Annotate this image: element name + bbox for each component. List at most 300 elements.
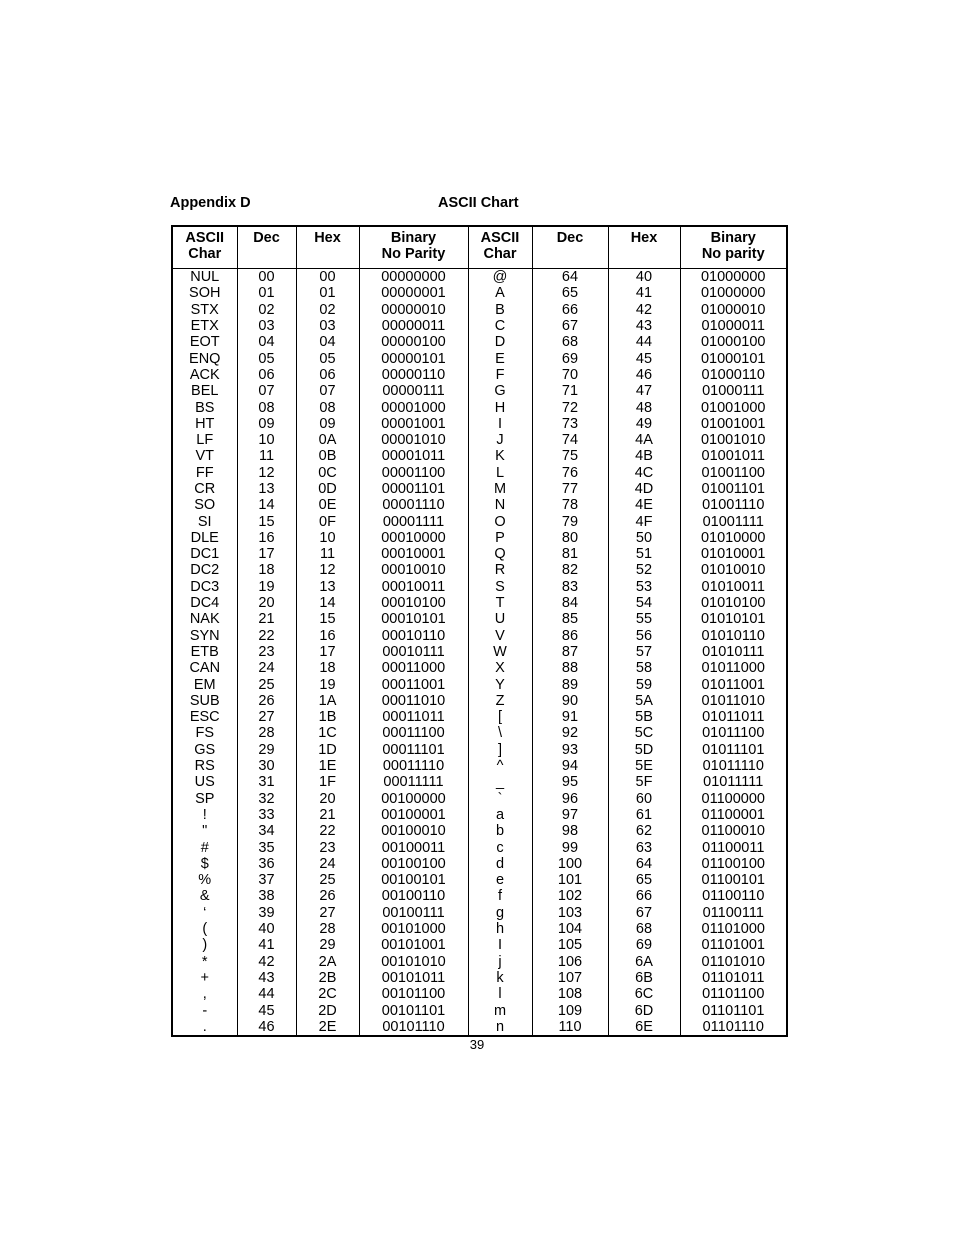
table-cell: 76 [532,465,608,481]
column-header [680,226,787,269]
table-cell: 23 [237,644,296,660]
table-row [172,953,787,969]
table-cell: 74 [532,432,608,448]
table-cell: CR [172,481,237,497]
table-row [172,742,787,758]
table-cell: 102 [532,888,608,904]
table-cell: ` [468,791,532,807]
table-cell: 01000000 [680,285,787,301]
table-cell: 1F [296,774,359,790]
table-cell: 45 [608,350,680,366]
table-row [172,546,787,562]
table-cell: 31 [237,774,296,790]
table-cell: 00100001 [359,807,468,823]
table-cell: 20 [296,791,359,807]
table-cell: 85 [532,611,608,627]
table-cell: - [172,1002,237,1018]
column-header [237,226,296,269]
table-cell: 01100110 [680,888,787,904]
table-row [172,628,787,644]
table-cell: 80 [532,530,608,546]
table-cell: 103 [532,905,608,921]
table-cell: FF [172,465,237,481]
table-cell: 01001000 [680,399,787,415]
table-cell: 01001101 [680,481,787,497]
table-cell: 26 [237,693,296,709]
table-cell: 95 [532,774,608,790]
table-cell: E [468,350,532,366]
table-row [172,970,787,986]
table-cell: 00101101 [359,1002,468,1018]
table-cell: 06 [296,367,359,383]
table-cell: 67 [608,905,680,921]
column-header-line: Char [188,246,222,262]
table-cell: 01011001 [680,676,787,692]
table-cell: 22 [296,823,359,839]
column-header [172,226,237,269]
table-cell: 64 [532,269,608,286]
table-row [172,872,787,888]
table-cell: 18 [237,562,296,578]
table-cell: 81 [532,546,608,562]
table-row [172,595,787,611]
table-cell: DC4 [172,595,237,611]
table-cell: M [468,481,532,497]
column-header-line: Hex [630,230,658,246]
table-cell: 01010101 [680,611,787,627]
table-cell: 5B [608,709,680,725]
table-cell: 56 [608,628,680,644]
table-cell: DC3 [172,579,237,595]
table-cell: FS [172,725,237,741]
table-cell: 60 [608,791,680,807]
table-cell: X [468,660,532,676]
table-cell: 01011111 [680,774,787,790]
table-cell: 110 [532,1019,608,1036]
table-cell: HT [172,416,237,432]
table-cell: 01101110 [680,1019,787,1036]
table-cell: 01011100 [680,725,787,741]
table-cell: 01011011 [680,709,787,725]
table-row [172,513,787,529]
table-cell: 01011000 [680,660,787,676]
table-cell: 00001110 [359,497,468,513]
table-cell: STX [172,302,237,318]
table-row [172,888,787,904]
table-cell: 38 [237,888,296,904]
table-cell: 82 [532,562,608,578]
table-header [172,226,787,269]
table-cell: 70 [532,367,608,383]
table-row [172,350,787,366]
table-cell: n [468,1019,532,1036]
table-row [172,318,787,334]
table-cell: ) [172,937,237,953]
table-cell: SOH [172,285,237,301]
table-cell: 00101001 [359,937,468,953]
table-cell: 64 [608,856,680,872]
table-cell: J [468,432,532,448]
table-cell: 12 [296,562,359,578]
table-cell: 27 [296,905,359,921]
table-cell: 03 [237,318,296,334]
table-cell: ENQ [172,350,237,366]
table-cell: 2C [296,986,359,1002]
table-cell: 1E [296,758,359,774]
table-cell: BS [172,399,237,415]
table-cell: $ [172,856,237,872]
table-row [172,856,787,872]
table-cell: 69 [608,937,680,953]
table-cell: S [468,579,532,595]
table-cell: 01101100 [680,986,787,1002]
table-cell: 51 [608,546,680,562]
table-cell: N [468,497,532,513]
table-cell: 01000101 [680,350,787,366]
table-cell: 04 [296,334,359,350]
table-cell: 28 [237,725,296,741]
table-cell: a [468,807,532,823]
table-cell: 42 [237,953,296,969]
table-row [172,1002,787,1018]
table-cell: [ [468,709,532,725]
table-cell: U [468,611,532,627]
table-cell: 47 [608,383,680,399]
table-row [172,302,787,318]
table-cell: 10 [237,432,296,448]
table-row [172,497,787,513]
table-cell: 55 [608,611,680,627]
table-cell: 25 [296,872,359,888]
table-cell: 40 [608,269,680,286]
table-row [172,905,787,921]
table-cell: SI [172,513,237,529]
table-cell: 72 [532,399,608,415]
table-cell: 03 [296,318,359,334]
table-cell: I [468,937,532,953]
table-cell: 06 [237,367,296,383]
table-cell: 6E [608,1019,680,1036]
table-cell: 2A [296,953,359,969]
table-cell: 01100100 [680,856,787,872]
ascii-table [171,225,788,1037]
table-cell: 01101001 [680,937,787,953]
table-cell: b [468,823,532,839]
table-cell: 00101010 [359,953,468,969]
table-cell: 41 [608,285,680,301]
table-cell: A [468,285,532,301]
table-cell: ETB [172,644,237,660]
table-cell: 01100011 [680,839,787,855]
table-cell: 109 [532,1002,608,1018]
table-cell: 33 [237,807,296,823]
table-cell: 57 [608,644,680,660]
table-cell: I [468,416,532,432]
column-header-line: No Parity [381,246,446,262]
table-cell: 01001111 [680,513,787,529]
table-cell: 01100111 [680,905,787,921]
table-cell: W [468,644,532,660]
table-cell: 24 [296,856,359,872]
table-cell: K [468,448,532,464]
table-cell: 1D [296,742,359,758]
table-cell: 0E [296,497,359,513]
table-cell: Y [468,676,532,692]
table-cell: GS [172,742,237,758]
table-cell: _ [468,774,532,790]
table-row [172,921,787,937]
table-cell: 0B [296,448,359,464]
table-cell: 71 [532,383,608,399]
table-cell: 73 [532,416,608,432]
table-cell: O [468,513,532,529]
table-cell: 02 [237,302,296,318]
table-cell: V [468,628,532,644]
table-cell: 68 [532,334,608,350]
table-cell: 93 [532,742,608,758]
table-cell: 44 [237,986,296,1002]
table-cell: 43 [237,970,296,986]
table-cell: 79 [532,513,608,529]
table-cell: 00001101 [359,481,468,497]
table-cell: 01001100 [680,465,787,481]
table-cell: 96 [532,791,608,807]
table-cell: 104 [532,921,608,937]
table-cell: 00101110 [359,1019,468,1036]
table-cell: 108 [532,986,608,1002]
table-cell: 00011000 [359,660,468,676]
table-row [172,937,787,953]
table-cell: 00100101 [359,872,468,888]
column-header-line: Binary [710,230,756,246]
column-header [608,226,680,269]
table-cell: 00010001 [359,546,468,562]
table-cell: 01100000 [680,791,787,807]
table-cell: 2E [296,1019,359,1036]
table-cell: 00010100 [359,595,468,611]
table-cell: & [172,888,237,904]
table-cell: T [468,595,532,611]
table-cell: 75 [532,448,608,464]
table-cell: DC1 [172,546,237,562]
table-cell: 43 [608,318,680,334]
table-cell: 05 [237,350,296,366]
table-cell: 11 [296,546,359,562]
table-cell: 62 [608,823,680,839]
table-row [172,269,787,286]
table-cell: e [468,872,532,888]
table-cell: 00000110 [359,367,468,383]
table-cell: 01001110 [680,497,787,513]
table-cell: 14 [237,497,296,513]
table-cell: 01101101 [680,1002,787,1018]
table-cell: P [468,530,532,546]
table-cell: 17 [237,546,296,562]
table-cell: , [172,986,237,1002]
table-cell: D [468,334,532,350]
table-cell: 00000101 [359,350,468,366]
table-cell: 00010010 [359,562,468,578]
table-cell: 00100010 [359,823,468,839]
table-cell: 00011010 [359,693,468,709]
table-cell: 40 [237,921,296,937]
table-cell: 00001111 [359,513,468,529]
table-cell: RS [172,758,237,774]
table-cell: 01 [237,285,296,301]
table-cell: C [468,318,532,334]
table-row [172,611,787,627]
table-cell: 00000011 [359,318,468,334]
table-cell: 16 [296,628,359,644]
column-header-line: Dec [556,230,584,246]
table-row [172,465,787,481]
table-cell: 05 [296,350,359,366]
table-cell: 5F [608,774,680,790]
table-cell: 2B [296,970,359,986]
table-cell: 00011001 [359,676,468,692]
table-cell: 101 [532,872,608,888]
table-cell: NAK [172,611,237,627]
table-cell: Q [468,546,532,562]
table-cell: 84 [532,595,608,611]
table-cell: 08 [237,399,296,415]
table-cell: NUL [172,269,237,286]
table-cell: 5D [608,742,680,758]
table-cell: 00010101 [359,611,468,627]
table-cell: 00001000 [359,399,468,415]
table-cell: 00011100 [359,725,468,741]
table-cell: ^ [468,758,532,774]
table-cell: 83 [532,579,608,595]
table-cell: 65 [608,872,680,888]
table-cell: 29 [237,742,296,758]
table-cell: 12 [237,465,296,481]
page-number: 39 [469,1037,485,1052]
table-cell: 1C [296,725,359,741]
table-cell: 01010011 [680,579,787,595]
table-cell: 01100001 [680,807,787,823]
table-row [172,660,787,676]
table-cell: CAN [172,660,237,676]
table-cell: \ [468,725,532,741]
table-row [172,1019,787,1036]
column-header-line: ASCII [185,230,225,246]
table-cell: 01001010 [680,432,787,448]
table-row [172,807,787,823]
table-cell: 17 [296,644,359,660]
table-cell: 97 [532,807,608,823]
table-cell: 4A [608,432,680,448]
table-cell: 50 [608,530,680,546]
table-cell: 19 [296,676,359,692]
table-cell: 54 [608,595,680,611]
table-cell: 94 [532,758,608,774]
table-cell: SYN [172,628,237,644]
table-row [172,693,787,709]
table-cell: 10 [296,530,359,546]
table-cell: " [172,823,237,839]
table-cell: 00100111 [359,905,468,921]
table-cell: 2D [296,1002,359,1018]
table-cell: 0A [296,432,359,448]
table-cell: 11 [237,448,296,464]
table-cell: 36 [237,856,296,872]
table-cell: 15 [237,513,296,529]
column-header-line: Hex [314,230,341,246]
table-cell: 01001011 [680,448,787,464]
column-header [532,226,608,269]
table-cell: 00010000 [359,530,468,546]
table-row [172,481,787,497]
table-cell: j [468,953,532,969]
table-row [172,562,787,578]
table-cell: 4E [608,497,680,513]
table-cell: 26 [296,888,359,904]
table-cell: 100 [532,856,608,872]
table-cell: 01010010 [680,562,787,578]
table-cell: l [468,986,532,1002]
table-cell: 01000000 [680,269,787,286]
table-cell: 4F [608,513,680,529]
table-cell: 6B [608,970,680,986]
table-cell: 6D [608,1002,680,1018]
table-cell: 00001010 [359,432,468,448]
table-cell: 01000010 [680,302,787,318]
table-cell: 01001001 [680,416,787,432]
table-cell: 48 [608,399,680,415]
table-cell: EOT [172,334,237,350]
table-cell: 25 [237,676,296,692]
table-cell: 01 [296,285,359,301]
table-row [172,758,787,774]
table-cell: 24 [237,660,296,676]
table-cell: B [468,302,532,318]
table-cell: 37 [237,872,296,888]
table-cell: 00000100 [359,334,468,350]
table-cell: 77 [532,481,608,497]
table-cell: 00010011 [359,579,468,595]
table-cell: 35 [237,839,296,855]
table-cell: 61 [608,807,680,823]
table-cell: 01010111 [680,644,787,660]
table-cell: 98 [532,823,608,839]
table-cell: 01101011 [680,970,787,986]
table-cell: 00010111 [359,644,468,660]
table-cell: 89 [532,676,608,692]
column-header [296,226,359,269]
table-row [172,285,787,301]
table-cell: 46 [608,367,680,383]
table-cell: 08 [296,399,359,415]
table-cell: 67 [532,318,608,334]
table-cell: 01000011 [680,318,787,334]
table-cell: h [468,921,532,937]
table-cell: 53 [608,579,680,595]
table-cell: G [468,383,532,399]
table-cell: m [468,1002,532,1018]
table-row [172,579,787,595]
table-cell: ACK [172,367,237,383]
table-cell: 09 [237,416,296,432]
table-cell: DLE [172,530,237,546]
table-row [172,986,787,1002]
table-cell: 00011011 [359,709,468,725]
table-cell: DC2 [172,562,237,578]
table-cell: 69 [532,350,608,366]
table-cell: 66 [532,302,608,318]
column-header [359,226,468,269]
table-cell: 19 [237,579,296,595]
